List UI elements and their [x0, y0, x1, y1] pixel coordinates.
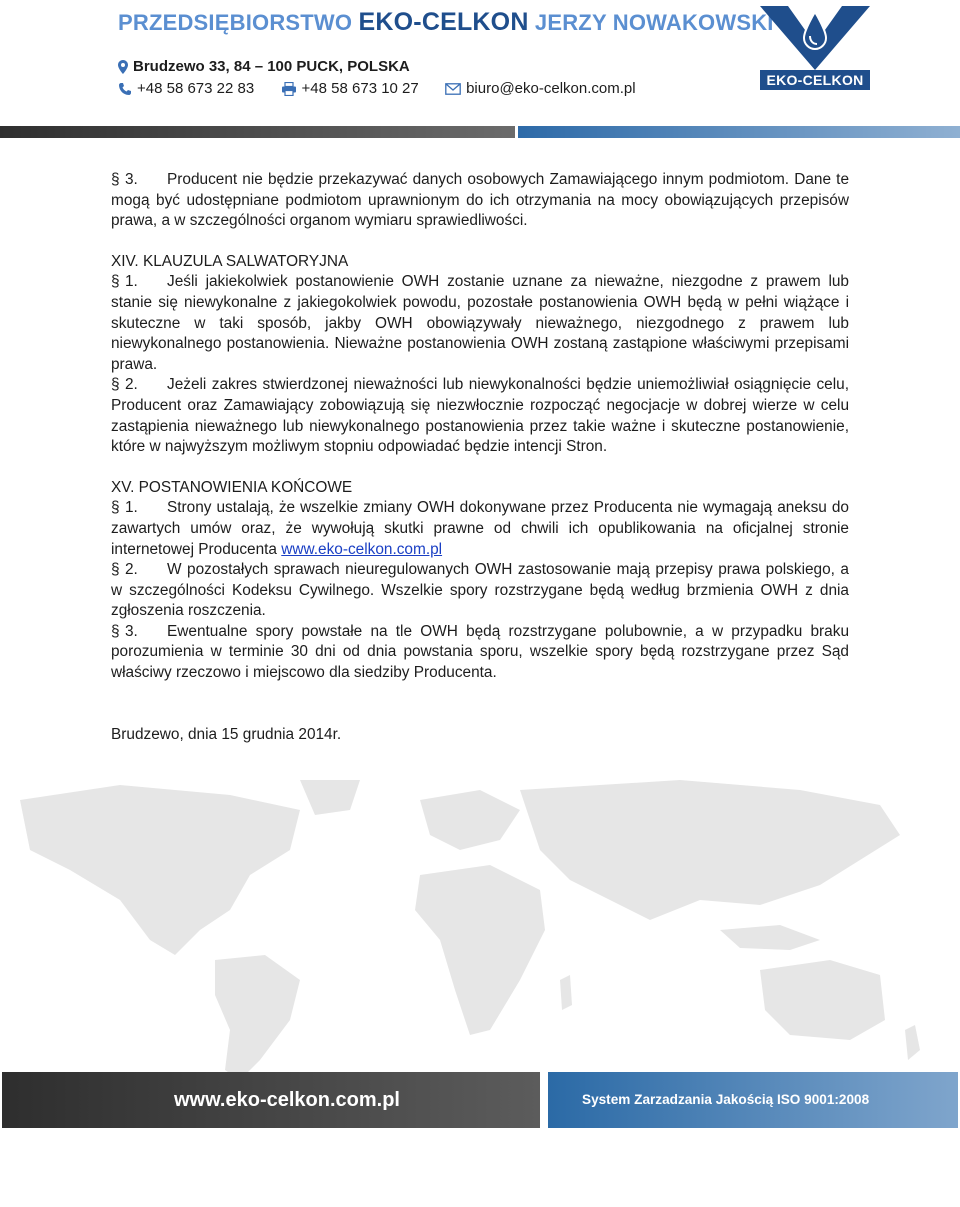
company-title	[118, 8, 774, 37]
section-sign: §	[111, 622, 120, 640]
company-owner: JERZY NOWAKOWSKI	[534, 10, 774, 35]
section-heading-xv: XV. POSTANOWIENIA KOŃCOWE	[111, 478, 353, 496]
company-prefix: PRZEDSIĘBIORSTWO	[118, 10, 353, 35]
header-band-blue	[518, 126, 960, 138]
fax-number: +48 58 673 10 27	[301, 80, 419, 97]
address-text: Brudzewo 33, 84 – 100 PUCK, POLSKA	[133, 58, 410, 75]
website-link[interactable]: www.eko-celkon.com.pl	[281, 540, 443, 558]
contact-row	[118, 80, 636, 97]
date-line: Brudzewo, dnia 15 grudnia 2014r.	[111, 725, 342, 743]
printer-icon	[281, 82, 297, 96]
clause-xiv-2: § 2. Jeżeli zakres stwierdzonej nieważności lub niewykonalności będzie uniemożliwiał osiągnięcie celu, Producent oraz Zamawiający zobowiązują się niezwłocznie rozpocząć negocjacje w dobrej wierze w celu zastąpienia nieważnego lub niewykonalnego postanowienia przez takie ważne i skuteczne postanowienie, które w najwyższym możliwym stopniu odpowiadać będzie intencji Stron.	[111, 376, 849, 456]
envelope-icon	[445, 83, 461, 95]
footer-quality-system: System Zarzadzania Jakością ISO 9001:2008	[548, 1072, 958, 1128]
section-sign: §	[111, 561, 120, 579]
clause-xv-3: § 3. Ewentualne spory powstałe na tle OWH będą rozstrzygane polubownie, a w przypadku braku porozumienia w terminie 30 dni od dnia powstania sporu, wszelkie spory będą rozstrzygane przez Sąd właściwy rzeczowo i miejscowo dla siedziby Producenta.	[111, 622, 849, 682]
header-band-dark	[0, 126, 515, 138]
section-sign: §	[111, 499, 120, 517]
letterhead	[0, 0, 960, 140]
phone-icon	[118, 82, 132, 96]
logo-wordmark: EKO-CELKON	[760, 70, 870, 90]
company-brand: EKO-CELKON	[358, 8, 529, 36]
clause-xv-2: § 2. W pozostałych sprawach nieuregulowanych OWH zastosowanie mają przepisy prawa polskiego, a w szczególności Kodeksu Cywilnego. Wszelkie spory rozstrzygane będą według brzmienia OWH z dnia zgłoszenia roszczenia.	[111, 561, 849, 620]
section-sign: §	[111, 273, 120, 291]
section-sign: §	[111, 376, 120, 394]
clause-privacy-3: § 3. Producent nie będzie przekazywać danych osobowych Zamawiającego innym podmiotom. Dane te mogą być udostępniane podmiotom uprawnionym do ich otrzymania na mocy obowiązujących przepisów prawa, a w szczególności organom wymiaru sprawiedliwości.	[111, 171, 850, 230]
map-pin-icon	[118, 60, 128, 74]
address-row	[118, 58, 410, 75]
document-body	[111, 170, 849, 745]
clause-xiv-1: § 1. Jeśli jakiekolwiek postanowienie OWH zostanie uznane za nieważne, niezgodne z prawem lub stanie się niewykonalne z jakiegokolwiek powodu, pozostałe postanowienia OWH będą w pełni wiążące i skuteczne w taki sposób, jakby OWH obowiązywały nieważnego, niezgodnego z prawem lub niewykonalnego postanowienia. Nieważne postanowienia OWH zostaną zastąpione właściwymi przepisami prawa.	[111, 273, 849, 373]
clause-xv-1: § 1. Strony ustalają, że wszelkie zmiany OWH dokonywane przez Producenta nie wymagają aneksu do zawartych umów oraz, że wywołują skutki prawne od chwili ich opublikowania na oficjalnej stronie internetowej Producenta www.eko-celkon.com.pl	[111, 499, 849, 558]
section-heading-xiv: XIV. KLAUZULA SALWATORYJNA	[111, 252, 349, 270]
email-address[interactable]: biuro@eko-celkon.com.pl	[466, 80, 636, 97]
section-sign: §	[111, 171, 120, 188]
footer-website[interactable]: www.eko-celkon.com.pl	[2, 1072, 540, 1128]
phone-number: +48 58 673 22 83	[137, 80, 255, 97]
world-map-watermark	[0, 780, 960, 1080]
